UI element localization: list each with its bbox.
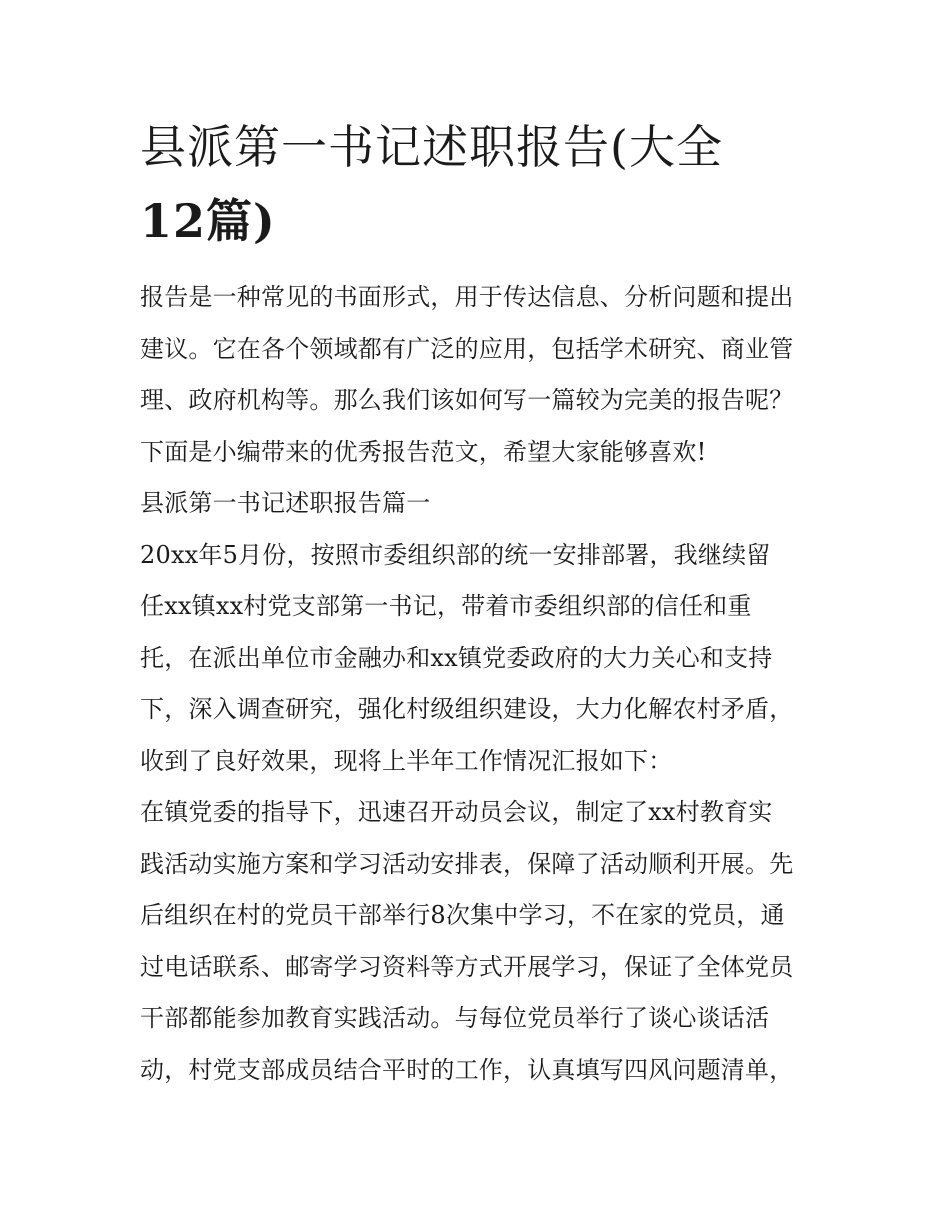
body-line: 建议。它在各个领域都有广泛的应用，包括学术研究、商业管 (140, 334, 794, 363)
document-page (140, 110, 820, 1096)
body-line: 干部都能参加教育实践活动。与每位党员举行了谈心谈话活 (140, 1004, 770, 1032)
body-line: 下面是小编带来的优秀报告范文，希望大家能够喜欢! (140, 437, 707, 466)
body-line: 报告是一种常见的书面形式，用于传达信息、分析问题和提出 (140, 283, 794, 311)
document-body (140, 272, 820, 1096)
body-line: 20xx年5月份，按照市委组织部的统一安排部署，我继续留 (140, 540, 771, 569)
body-line: 托，在派出单位市金融办和xx镇党委政府的大力关心和支持 (140, 643, 773, 672)
body-line: 任xx镇xx村党支部第一书记，带着市委组织部的信任和重 (140, 592, 752, 620)
body-line: 过电话联系、邮寄学习资料等方式开展学习，保证了全体党员 (140, 952, 794, 981)
body-line: 在镇党委的指导下，迅速召开动员会议，制定了xx村教育实 (140, 798, 773, 826)
title-line: 12篇) (140, 194, 276, 248)
body-line: 后组织在村的党员干部举行8次集中学习，不在家的党员，通 (140, 901, 785, 929)
body-line: 下，深入调查研究，强化村级组织建设，大力化解农村矛盾， (140, 695, 794, 723)
body-line: 收到了良好效果，现将上半年工作情况汇报如下： (140, 746, 673, 775)
body-line: 践活动实施方案和学习活动安排表，保障了活动顺利开展。先 (140, 849, 794, 878)
document-title (140, 110, 820, 258)
body-line: 动，村党支部成员结合平时的工作，认真填写四风问题清单， (140, 1055, 794, 1084)
title-line: 县派第一书记述职报告(大全 (140, 120, 723, 174)
body-line: 理、政府机构等。那么我们该如何写一篇较为完美的报告呢？ (140, 386, 794, 414)
section-heading: 县派第一书记述职报告篇一 (140, 489, 431, 517)
